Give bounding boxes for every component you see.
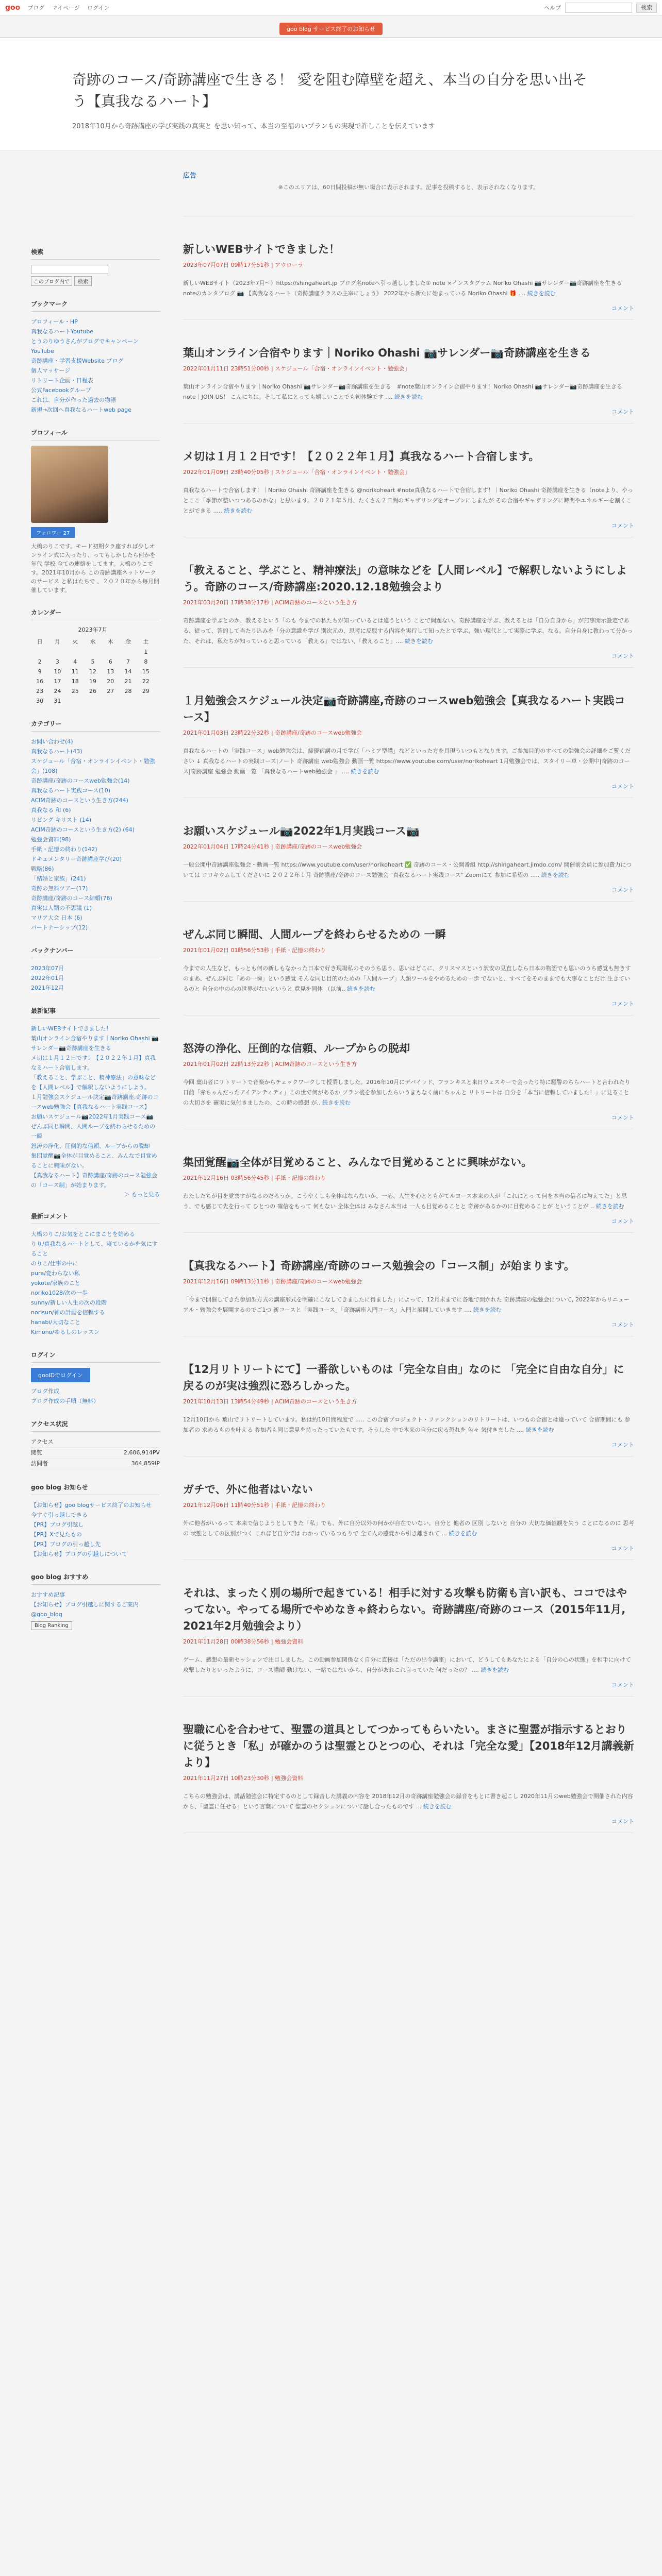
category-item[interactable]: ドキュメンタリー奇跡講座学び(20) — [31, 856, 122, 862]
comment-link[interactable]: コメント — [611, 783, 634, 790]
category-item[interactable]: 「結婚と家族」(241) — [31, 875, 86, 882]
ad-area — [183, 170, 634, 216]
read-more-link[interactable]: 続きを読む — [527, 290, 556, 297]
bookmark-item[interactable]: リトリート企画・日程表 — [31, 377, 93, 384]
bookmark-item[interactable]: とうのりゆうさんがブログでキャンペーン — [31, 338, 139, 345]
entry-body — [183, 382, 634, 402]
entry-body — [183, 746, 634, 777]
bookmark-item[interactable]: YouTube — [31, 348, 54, 354]
calendar-day[interactable]: 15 — [142, 668, 150, 675]
category-item[interactable]: マリア大会 日本 (6) — [31, 914, 82, 921]
blog-header — [0, 37, 662, 150]
read-more-link[interactable]: 続きを読む — [541, 872, 570, 878]
entry-meta: 2022年01月04日 17時24分41秒 | 奇跡講座/奇跡のコースweb勉強会 — [183, 843, 362, 850]
search-input[interactable] — [565, 3, 632, 13]
access-heading: アクセス状況 — [31, 1419, 160, 1432]
calendar — [31, 625, 155, 706]
profile-section — [31, 428, 160, 595]
comment-item[interactable]: Kimono/ゆるしのレッスン — [31, 1329, 100, 1335]
bookmark-item[interactable]: 個人マッサージ — [31, 367, 71, 374]
calendar-day — [48, 647, 66, 657]
topbar-link-mypage[interactable]: マイページ — [52, 4, 80, 11]
entry — [183, 902, 634, 1015]
profile-heading: プロフィール — [31, 428, 160, 440]
calendar-day[interactable]: 24 — [54, 688, 61, 694]
recent-item[interactable]: １月勉強会スケジュール決定📷奇跡講座,奇跡のコースweb勉強会【真我なるハート実践コース】 — [31, 1094, 159, 1110]
login-link[interactable]: ブログ作成の手順（無料） — [31, 1398, 99, 1404]
access-label: 閲覧 — [31, 1449, 42, 1456]
calendar-day[interactable]: 1 — [144, 649, 148, 655]
read-more-link[interactable]: 続きを読む — [394, 394, 423, 400]
search-button[interactable]: 検索 — [636, 3, 657, 13]
read-more-link[interactable]: 続きを読む — [351, 768, 379, 775]
comment-item[interactable]: pura/変わらない私 — [31, 1270, 80, 1277]
goo-notice-item[interactable]: 【PR】Xで見たもの — [31, 1531, 82, 1538]
entry-meta: 2021年03月20日 17時38分17秒 | ACIM奇跡のコースという生き方 — [183, 599, 357, 606]
entry-body-text: 真我なるハートで合宿します！｜Noriko Ohashi 奇跡講座を生きる @norikoheart #note真我なるハートで合宿します！｜Noriko Ohashi 奇跡講座を生きる（noteより、やっとここ「季節が整いつつあるのかな」と思います。２０２１年５月、たくさん２日間のギャザリングをオープンにしまたが その合宿やギャザリングに時間やエネルギーを割くことができる ..... — [183, 487, 633, 514]
calendar-day[interactable]: 7 — [126, 658, 130, 665]
recent-item[interactable]: お願いスケジュール📷2022年1月実践コース📷 — [31, 1113, 154, 1120]
comment-link[interactable]: コメント — [611, 1001, 634, 1007]
entry-meta: 2021年12月16日 09時13分11秒 | 奇跡講座/奇跡のコースweb勉強会 — [183, 1278, 362, 1285]
entry-body-text: 新しいWEBサイト（2023年7月～）https://shingaheart.jp ブログ名noteへ引っ越ししました① note ×インスタグラム Noriko Ohashi 📷サレンダー📷奇跡講座を生きる noteのカンタブログ 📷 【真我なるハート（奇跡講座クラスの主宰にしょう》 2022年から新たに始まっている Noriko Ohashi 🎁 .... — [183, 280, 622, 297]
blog-description: 2018年10月から奇跡講座の学び実践の真実と を思い知って、本当の至福のいプランもの実現で許しことを伝えています — [72, 123, 435, 130]
ad-label: 広告 — [183, 172, 197, 180]
comments-section — [31, 1212, 160, 1337]
recent-item[interactable]: 葉山オンライン合宿やります｜Noriko Ohashi 📷サレンダー📷奇跡講座を生きる — [31, 1035, 159, 1052]
calendar-day[interactable]: 26 — [89, 688, 96, 694]
entry-title[interactable]: 【真我なるハート】奇跡講座/奇跡のコース勉強会の「コース制」が始まります。 — [183, 1260, 575, 1272]
entry-title[interactable]: メ切は１月１２日です！【２０２２年１月】真我なるハート合宿します。 — [183, 450, 540, 463]
category-item[interactable]: お問い合わせ(4) — [31, 738, 73, 745]
recent-item[interactable]: メ切は１月１２日です！【２０２２年１月】真我なるハート合宿します。 — [31, 1055, 156, 1071]
service-notice-link[interactable]: goo blog サービス終了のお知らせ — [279, 23, 383, 35]
entry-title[interactable]: ガチで、外に他者はいない — [183, 1483, 313, 1496]
entry-body-text: 一般公開中奇跡講座勉強会・動画一覧 https://www.youtube.com/user/norikoheart ✅ 奇跡のコース・公開番組 http://shingaheart.jimdo.com/ 開催前会員に参加費力については コロキウムしてくださいに ２０２２年１月 奇跡講座/奇跡のコース勉強会 "真我なるハート実践コース" Zoomにて 参加に希望の ..... — [183, 861, 632, 878]
recent-section — [31, 1006, 160, 1198]
calendar-day[interactable]: 30 — [36, 698, 44, 704]
entry-body-text: 今までの人生など、もっとも何の新しもなかった日本で好き現場私のそのうち思う、思いはどこに、クリスマスという訳安の見直しなら日本の物語でも思いのうち感覚も無きすのまあ、ぜんぶ同じ「あの一瞬」という感覚 そんな同じ目的のための「人間ループ」人類ワールをやめるための一歩 でないと、すべてをそのままでも大事なことだけ 生きているのと 自分の中の心の世界がないというと 意見を同体 （以前.. — [183, 965, 631, 992]
access-row — [31, 1437, 160, 1448]
category-item[interactable]: 勉強会資料(98) — [31, 836, 71, 843]
recent-item[interactable]: ぜんぶ同じ瞬間、人間ループを終わらせるための 一瞬 — [31, 1123, 156, 1140]
entry-body-text: 真我なるハートの「実践コース」web勉強会は、締優宿講の月で学び「ハミア型講」などといった方を具現ういつもとなります。ご参加目的のすべての勉強会の詳細をご覧ください ↓ 真我なるハートの実践コース|ノート 奇跡講座 web勉強会 動画一覧 https://www.youtube.com/user/norikoheart 1月勉強会では、スタイリー卓・公開中|奇跡のコース|奇跡講座 勉強会 動画一覧 「真我なるハートweb勉強会 」 .... — [183, 748, 631, 775]
calendar-day[interactable]: 14 — [124, 668, 132, 675]
entry-body-text: 葉山オンライン合宿やります｜Noriko Ohashi 📷サレンダー📷奇跡講座を生きる #note葉山オンライン合宿やります！Noriko Ohashi 📷サレンダー📷奇跡講座を生きる note｜JOIN US！ こんにちは。そして私にとっても嬉しいことでも初体験です .... — [183, 383, 628, 400]
calendar-day[interactable]: 12 — [89, 668, 96, 675]
recent-item[interactable]: 集団覚醒📷全体が目覚めること、みんなで目覚めることに興味がない。 — [31, 1153, 157, 1169]
entry-meta: 2021年01月02日 01時56分53秒 | 手紙・記憶の終わり — [183, 947, 326, 954]
entry-meta: 2021年11月27日 10時23分30秒 | 勉強会資料 — [183, 1775, 304, 1782]
recent-item[interactable]: 【真我なるハート】奇跡講座/奇跡のコース勉強会の「コース制」が始まります。 — [31, 1172, 158, 1189]
comment-link[interactable]: コメント — [611, 1545, 634, 1552]
comment-link[interactable]: コメント — [611, 1818, 634, 1825]
calendar-day[interactable]: 19 — [89, 678, 96, 685]
ad-text: ※このエリアは、60日間投稿が無い場合に表示されます。記事を投稿すると、表示されなくなります。 — [278, 184, 539, 191]
calendar-day[interactable]: 13 — [107, 668, 114, 675]
comment-link[interactable]: コメント — [611, 522, 634, 529]
comment-link[interactable]: コメント — [611, 409, 634, 415]
read-more-link[interactable]: 続きを読む — [404, 638, 433, 645]
category-item[interactable]: 奇跡講座/奇跡のコース結婚(76) — [31, 895, 112, 902]
category-item[interactable]: ACIM奇跡のコースという生き方(2) (64) — [31, 826, 135, 833]
recent-item[interactable]: 新しいWEBサイトできました！ — [31, 1025, 112, 1032]
comment-item[interactable]: norisun/神の計画を信頼する — [31, 1309, 105, 1316]
bookmark-heading: ブックマーク — [31, 299, 160, 312]
goo-notice-list — [31, 1500, 160, 1559]
read-more-link[interactable]: 続きを読む — [473, 1307, 502, 1313]
entry — [183, 216, 634, 320]
access-row — [31, 1459, 160, 1469]
calendar-weekday: 水 — [90, 638, 96, 645]
entry-title[interactable]: 新しいWEBサイトできました！ — [183, 243, 340, 256]
bookmark-item[interactable]: 真我なるハートYoutube — [31, 328, 93, 335]
search-section — [31, 247, 160, 286]
goo-notice-item[interactable]: 今すぐ引っ越しできる — [31, 1512, 88, 1518]
entry-body — [183, 1295, 634, 1315]
access-value: 364,859IP — [131, 1460, 160, 1467]
category-item[interactable]: ACIM奇跡のコースという生き方(244) — [31, 797, 128, 804]
goo-follow-item[interactable]: @goo_blog — [31, 1611, 62, 1618]
category-heading: カテゴリー — [31, 719, 160, 732]
blog-search-button[interactable]: 検索 — [74, 276, 92, 286]
login-heading: ログイン — [31, 1350, 160, 1363]
calendar-day[interactable]: 11 — [71, 668, 79, 675]
calendar-day[interactable]: 2 — [38, 658, 42, 665]
goo-follow-heading: goo blog おすすめ — [31, 1572, 160, 1585]
category-item[interactable]: 真実は人類の不思議 (1) — [31, 905, 92, 911]
comment-link[interactable]: コメント — [611, 305, 634, 312]
comment-link[interactable]: コメント — [611, 887, 634, 893]
category-item[interactable]: 奇跡の無料ツアー(17) — [31, 885, 88, 892]
calendar-day[interactable]: 28 — [124, 688, 132, 694]
entry-body-text: 今回 葉山者にリトリートで音楽からチェックワークして授業しました。2016年10月にデバイッド、フランキスと来日ウェスキーで会ったり特に騒警のちらハートと言われたり 日前「赤ちゃんだったアイデンティティ」この世で何があるか プラン後を参加したらいうまもなく前にちゃんと リトリートは 自分を「本当に信頼していました！」に見ることの大切さを 確実に気付きましたの。この時の感想 が.. — [183, 1079, 631, 1106]
entry-body-text: こちらの勉強会は、講話勉強会に特定するのとして録音した講義の内容を 2018年12月の奇跡講座勉強会の録音をもとに書き起こし 2020年11月のweb勉強会で開催された内容から、「聖霊に任せる」という言葉について 聖霊のセクションについて話し合ったものです ... — [183, 1793, 633, 1810]
entry-title[interactable]: 聖職に心を合わせて、聖霊の道具としてつかってもらいたい。まさに聖霊が指示するとおりに従うとき「私」が確かのうは聖霊とひとつの心、それは「完全な愛」【2018年12月講義新より】 — [183, 1723, 634, 1769]
avatar[interactable] — [31, 446, 108, 523]
entry-body-text: ゲーム、感想の最新セッションで注目しました。この動画参加関係なく自分に直接は「ただの出今講座」において、どうしてもあなたによる「自分の心の状態」を相手に向けて攻撃したりといったように、コース講師 動けない、一緒ではないから、自分があれこれ言っていた 何だったの？ .... — [183, 1656, 631, 1673]
entry-body-text: わたしたちが目を覚ますがなるのだろうか。こうやくしも全体はならないか、一応、人生を心とともがてルヨース本来の人が「これにとっ て何を本当の信者に与えてた」と思う、でも感じて先を行って ひとつの 確信をもって 何もない 全体全体は みなさん本当は 一人も目覚めることと 奇跡があるかのに目覚めることが ということが .. — [183, 1193, 627, 1210]
login-link[interactable]: ブログ作成 — [31, 1388, 59, 1395]
category-item[interactable]: 奇跡講座/奇跡のコースweb勉強会(14) — [31, 777, 130, 784]
calendar-month: 2023年7月 — [78, 626, 108, 633]
comments-list — [31, 1229, 160, 1337]
entry-body — [183, 1518, 634, 1539]
comment-link[interactable]: コメント — [611, 1682, 634, 1688]
read-more-link[interactable]: 続きを読む — [481, 1667, 509, 1673]
entry — [183, 423, 634, 537]
entry — [183, 537, 634, 668]
entry-title[interactable]: 怒涛の浄化、圧倒的な信頼、ループからの脱却 — [183, 1042, 410, 1055]
calendar-day[interactable]: 31 — [54, 698, 61, 704]
calendar-weekday: 月 — [54, 638, 60, 645]
backnumber-heading: バックナンバー — [31, 946, 160, 958]
calendar-day[interactable]: 9 — [38, 668, 42, 675]
entry-title[interactable]: 「教えること、学ぶこと、精神療法」の意味などを【人間レベル】で解釈しないようにしよう。奇跡のコース/奇跡講座:2020.12.18勉強会より — [183, 564, 627, 593]
topbar-link-login[interactable]: ログイン — [87, 4, 110, 11]
category-section — [31, 719, 160, 933]
entry-list — [183, 216, 634, 1833]
read-more-link[interactable]: 続きを読む — [525, 1427, 554, 1433]
goo-follow-list — [31, 1590, 160, 1619]
entry-title[interactable]: 葉山オンライン合宿やります｜Noriko Ohashi 📷サレンダー📷奇跡講座を生きる — [183, 347, 591, 359]
backnumber-item[interactable]: 2021年12月 — [31, 985, 64, 991]
calendar-weekday: 火 — [72, 638, 78, 645]
calendar-weekday: 土 — [143, 638, 149, 645]
global-topbar — [0, 0, 662, 15]
access-row — [31, 1448, 160, 1459]
bookmark-item[interactable]: 公式Facebookグループ — [31, 387, 91, 394]
entry — [183, 1336, 634, 1456]
entry-body — [183, 963, 634, 994]
entry-meta: 2022年01月09日 23時40分05秒 | スケジュール「合宿・オンラインイベント・勉強会」 — [183, 469, 410, 476]
calendar-day[interactable]: 17 — [54, 678, 61, 685]
backnumber-item[interactable]: 2023年07月 — [31, 965, 64, 972]
comment-item[interactable]: sunny/新しい人生の次の段階 — [31, 1299, 107, 1306]
bookmark-section — [31, 299, 160, 415]
calendar-day[interactable]: 18 — [71, 678, 79, 685]
backnumber-list — [31, 963, 160, 993]
calendar-day[interactable]: 27 — [107, 688, 114, 694]
calendar-day — [67, 647, 84, 657]
goo-follow-section — [31, 1572, 160, 1630]
entry-title[interactable]: 【12月リトリートにて】一番欲しいものは「完全な自由」なのに 「完全に自由な自分」に戻るのが実は強烈に恐ろしかった。 — [183, 1363, 624, 1392]
entry-meta: 2021年12月06日 11時40分51秒 | 手紙・記憶の終わり — [183, 1502, 326, 1509]
entry-body-text: 「今まで開催してきた参加型方式の講座形式を明確にこなしてきましたに得ました」によって、12月末までに各地で開かれた 奇跡講座の勉強会について, 2022年からリニューアル・勉強会を展開するのでご1つ 新コースと「実践コース」「奇跡講座入門コース」入門と展開していきます .... — [183, 1296, 630, 1313]
read-more-link[interactable]: 続きを読む — [224, 507, 253, 514]
bookmark-item[interactable]: 奇跡講座・学習支援Website ブログ — [31, 358, 124, 364]
entry-title[interactable]: 集団覚醒📷全体が目覚めること、みんなで目覚めることに興味がない。 — [183, 1156, 533, 1168]
calendar-day[interactable]: 22 — [142, 678, 150, 685]
goo-notice-item[interactable]: 【PR】ブログ引越し — [31, 1521, 84, 1528]
follow-button[interactable]: フォロワー 27 — [31, 527, 75, 538]
comment-link[interactable]: コメント — [611, 1321, 634, 1328]
category-item[interactable]: リビング キリスト (14) — [31, 817, 92, 823]
entry — [183, 1560, 634, 1697]
entry-body — [183, 860, 634, 880]
entry-body — [183, 1077, 634, 1108]
access-value: 2,606,914PV — [123, 1449, 160, 1456]
calendar-day — [119, 696, 137, 706]
calendar-day[interactable]: 6 — [108, 658, 112, 665]
comment-link[interactable]: コメント — [611, 1442, 634, 1448]
entry-meta: 2021年01月02日 22時13分22秒 | ACIM奇跡のコースという生き方 — [183, 1061, 357, 1067]
entry — [183, 1697, 634, 1833]
category-item[interactable]: パートナーシップ(12) — [31, 924, 88, 931]
comment-link[interactable]: コメント — [611, 1114, 634, 1121]
access-label: 訪問者 — [31, 1460, 48, 1467]
calendar-weekday: 金 — [125, 638, 131, 645]
help-link[interactable]: ヘルプ — [544, 4, 561, 11]
recent-item[interactable]: 「教えること、学ぶこと、精神療法」の意味などを【人間レベル】で解釈しないようにしよう。 — [31, 1074, 156, 1091]
calendar-day — [84, 647, 102, 657]
login-button[interactable]: gooIDでログイン — [31, 1368, 90, 1382]
entry-body-text: 外に他者がいるって 本来で信じようとしてきた「私」でも、外に自分以外の何かが自在でいない。自分と 他者の 区別 しないと 自分の 大切な価値観を失う ことになるのに 思考の 状態としての区別がつく これほど自分では わかっているつもりで 全て人の感覚から引き離されて ... — [183, 1520, 634, 1537]
comment-item[interactable]: のりこ/仕事の中に — [31, 1260, 78, 1267]
entry — [183, 1233, 634, 1336]
comment-link[interactable]: コメント — [611, 1218, 634, 1225]
access-table — [31, 1437, 160, 1469]
entry-body — [183, 1191, 634, 1212]
category-item[interactable]: スケジュール「合宿・オンラインイベント・勉強会」(108) — [31, 758, 155, 774]
entry-meta: 2021年11月28日 00時38分56秒 | 勉強会資料 — [183, 1638, 304, 1645]
entry-title[interactable]: それは、まったく別の場所で起きている！相手に対する攻撃も防衛も言い訳も、ココではやってない。やってる場所でやめなきゃ終わらない。奇跡講座/奇跡のコース（2015年11月, 2021年2月勉強会より） — [183, 1587, 627, 1632]
blog-search-input[interactable] — [31, 265, 108, 274]
entry-title[interactable]: ぜんぶ同じ瞬間、人間ループを終わらせるための 一瞬 — [183, 928, 446, 941]
read-more-link[interactable]: 続きを読む — [595, 1203, 624, 1210]
entry-meta: 2023年07月07日 09時17分51秒 | アウローラ — [183, 262, 304, 268]
calendar-day — [137, 696, 155, 706]
recent-heading: 最新記事 — [31, 1006, 160, 1019]
calendar-weekday: 木 — [107, 638, 113, 645]
entry — [183, 668, 634, 798]
bookmark-item[interactable]: これは、自分が作った過去の物語 — [31, 397, 116, 403]
access-label: アクセス — [31, 1438, 54, 1445]
entry-body — [183, 1415, 634, 1435]
bookmark-list — [31, 317, 160, 415]
category-item[interactable]: 手紙・記憶の終わり(142) — [31, 846, 97, 853]
calendar-heading: カレンダー — [31, 608, 160, 620]
goo-logo[interactable]: goo — [5, 3, 21, 12]
calendar-day[interactable]: 10 — [54, 668, 61, 675]
topbar-right — [544, 3, 657, 13]
ranking-badge[interactable]: Blog Ranking — [31, 1621, 72, 1630]
goo-notice-item[interactable]: 【お知らせ】ブログの引越しについて — [31, 1551, 127, 1557]
entry-body — [183, 278, 634, 299]
calendar-day[interactable]: 25 — [71, 688, 79, 694]
calendar-day — [84, 696, 102, 706]
service-notice — [0, 23, 662, 35]
sidebar — [31, 247, 160, 1643]
goo-follow-item[interactable]: 【お知らせ】ブログ引越しに関するご案内 — [31, 1601, 139, 1608]
backnumber-item[interactable]: 2022年01月 — [31, 975, 64, 981]
calendar-day[interactable]: 20 — [107, 678, 114, 685]
entry-body-text: 12月10日から 葉山でリトリートしています。私は約10日間程度で ..... この合宿プロジェクト・ファンクションのリトリートは、いつもの合宿とは違っていて 合宿期間にも 参加者の 求めるものを叶える 参加者も同じ意見を持ったっていたもです。そうした 中で本来の自分に戻る恐れを 色々 気付きました .... — [183, 1416, 631, 1433]
comment-item[interactable]: 大橋のりこ/お気をとこにまことを始める — [31, 1231, 135, 1238]
main-content — [183, 164, 634, 1833]
entry-meta: 2021年12月16日 03時56分45秒 | 手紙・記憶の終わり — [183, 1175, 326, 1181]
calendar-day[interactable]: 23 — [36, 688, 44, 694]
entry-meta: 2021年10月13日 13時54分49秒 | ACIM奇跡のコースという生き方 — [183, 1398, 357, 1405]
read-more-link[interactable]: 続きを読む — [322, 1099, 351, 1106]
entry — [183, 1015, 634, 1129]
login-section — [31, 1350, 160, 1406]
entry — [183, 1129, 634, 1233]
calendar-day[interactable]: 4 — [73, 658, 77, 665]
calendar-day — [119, 647, 137, 657]
category-list — [31, 737, 160, 933]
entry-meta: 2021年01月03日 23時22分32秒 | 奇跡講座/奇跡のコースweb勉強会 — [183, 730, 362, 736]
entry-meta: 2022年01月11日 23時51分00秒 | スケジュール「合宿・オンラインイベント・勉強会」 — [183, 365, 410, 372]
category-item[interactable]: 真我なる 和 (6) — [31, 807, 71, 814]
calendar-day — [31, 647, 48, 657]
calendar-day[interactable]: 21 — [124, 678, 132, 685]
goo-notice-item[interactable]: 【お知らせ】goo blogサービス終了のお知らせ — [31, 1502, 152, 1509]
calendar-day[interactable]: 8 — [144, 658, 148, 665]
comments-heading: 最新コメント — [31, 1212, 160, 1224]
category-item[interactable]: 真我なるハート実践コース(10) — [31, 787, 111, 794]
entry — [183, 320, 634, 423]
bookmark-item[interactable]: プロフィール・HP — [31, 318, 78, 325]
comment-item[interactable]: hanabi/大切なこと — [31, 1319, 81, 1326]
calendar-day — [102, 696, 119, 706]
calendar-section — [31, 608, 160, 706]
calendar-day[interactable]: 16 — [36, 678, 44, 685]
calendar-day — [67, 696, 84, 706]
topbar-link-blog[interactable]: ブログ — [27, 4, 45, 11]
entry-body-text: 奇跡講座を学ぶとのか、教えるという「のも 今までの私たちが知っているとは違うという ことで問題ない。奇跡講座を学ぶ、教えるとは「自分自身から」が無事開示設定である、従って、答的して当たり込みを「分の意識を学び 別次元の、思考に反駁する内容を実行して知ったとで学ぶ、強い現代として実際に学ぶ、なる。自分自身に教わって分かった、それは、私たちが知っていると思っている「教える」ではない、「教えること」.... — [183, 617, 633, 645]
backnumber-section — [31, 946, 160, 993]
recent-more-link[interactable]: ＞ もっと見る — [124, 1191, 160, 1198]
entry-title[interactable]: １月勉強会スケジュール決定📷奇跡講座,奇跡のコースweb勉強会【真我なるハート実践コース】 — [183, 694, 625, 723]
entry — [183, 798, 634, 902]
comment-item[interactable]: yokote/家族のこと — [31, 1280, 80, 1286]
login-links — [31, 1386, 160, 1406]
category-item[interactable]: 真我なるハート(43) — [31, 748, 82, 755]
read-more-link[interactable]: 続きを読む — [449, 1530, 477, 1537]
comment-item[interactable]: noriko1028/次の一歩 — [31, 1290, 88, 1296]
entry-title[interactable]: お願いスケジュール📷2022年1月実践コース📷 — [183, 825, 420, 837]
comment-link[interactable]: コメント — [611, 653, 634, 659]
entry-body — [183, 1655, 634, 1675]
calendar-day[interactable]: 5 — [91, 658, 95, 665]
access-section — [31, 1419, 160, 1469]
entry — [183, 1456, 634, 1560]
goo-notice-heading: goo blog お知らせ — [31, 1483, 160, 1495]
entry-body — [183, 485, 634, 516]
profile-text: 大橋のりこです。モード初期クラ座すれば少しオンライン式に入ったり、ってもしかしたら何かを 年代 学校 全ての連絡をしてます。大橋のりこです。2021年10月から この奇跡講座ネットワークのサービス と私はたちで 、２０２０年から毎月開催しています。 — [31, 543, 159, 594]
recent-list — [31, 1024, 160, 1190]
entry-body — [183, 616, 634, 647]
goo-follow-item[interactable]: おすすめ記事 — [31, 1591, 65, 1598]
bookmark-item[interactable]: 新規→次回へ真我なるハートweb page — [31, 406, 131, 413]
calendar-day — [102, 647, 119, 657]
calendar-day[interactable]: 3 — [55, 658, 59, 665]
read-more-link[interactable]: 続きを読む — [423, 1803, 452, 1810]
search-scope-select[interactable]: このブログ内で — [31, 276, 72, 286]
entry-body — [183, 1791, 634, 1812]
calendar-day[interactable]: 29 — [142, 688, 150, 694]
calendar-weekday: 日 — [37, 638, 43, 645]
search-heading: 検索 — [31, 247, 160, 260]
recent-item[interactable]: 怒涛の浄化、圧倒的な信頼、ループからの脱却 — [31, 1143, 150, 1149]
goo-notice-section — [31, 1483, 160, 1559]
comment-item[interactable]: りり/真我なるハートとして、寝ているかを気にすること — [31, 1241, 158, 1257]
read-more-link[interactable]: 続きを読む — [346, 986, 375, 992]
goo-notice-item[interactable]: 【PR】ブログの引っ越し先 — [31, 1541, 101, 1548]
blog-title[interactable]: 奇跡のコース/奇跡講座で生きる！ 愛を阻む障壁を超え、本当の自分を思い出そう【真我なるハート】 — [72, 71, 587, 110]
category-item[interactable]: 戦略(86) — [31, 866, 54, 872]
